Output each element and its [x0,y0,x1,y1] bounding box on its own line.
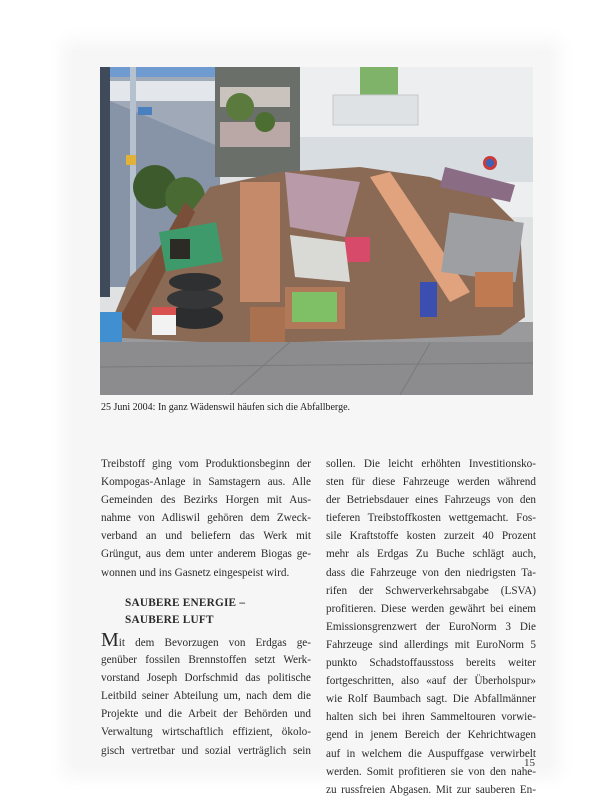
text-line: Leitbild seiner Abteilung um, nach dem die [101,690,311,703]
text-line: gisch vertretbar und sozial verträglich sein [101,744,311,757]
text-line: sten für diese Fahrzeuge werden während [326,476,536,489]
text-line: mehr als Erdgas Zu Buche schlägt auch, [326,548,536,561]
text-line: halten sich bei ihren Sammeltouren vorwie- [326,711,536,724]
heading-line: SAUBERE ENERGIE – [125,597,246,609]
text-line: Grüngut, aus dem unter anderem Biogas ge- [101,548,311,561]
text-line: Gemeinden des Bezirks Horgen mit Aus- [101,494,311,507]
text-line: zu russfreien Abgasen. Mit zur sauberen En- [326,783,536,796]
text-line: rifen der Schwerverkehrsabgabe (LSVA) [326,584,536,597]
text-line: sollen. Die leicht erhöhten Investitionsko- [326,458,536,470]
text-line: Emissionsgrenzwert der EuroNorm 3 Die [326,620,536,633]
text-line: profitieren. Diese werden gewährt bei einem [326,602,536,615]
page-number: 15 [524,757,535,769]
text-line: vorstand Joseph Dorfschmid das politische [101,672,311,685]
text-line: gend in jenem Bereich der Kehrichtwagen [326,729,536,742]
section-heading [125,595,315,629]
drop-cap: M [101,629,119,651]
text-line: der Betriebsdauer eines Fahrzeugs von den [326,494,536,507]
left-column-paragraph-2 [101,629,311,760]
text-line: verband an und beliefern das Werk mit [101,530,311,543]
text-line: dass die Fahrzeuge von den niedrigsten Ta- [326,566,536,579]
text-line: auf in welchem die Auspuffgase verwirbelt [326,747,536,760]
text-line: fortgeschritten, also «auf der Überholspur» [326,675,536,688]
left-column-paragraph-1 [101,455,311,582]
text-line: Fahrzeuge sind allerdings mit EuroNorm 5 [326,638,536,651]
text-line: Projekte und die Arbeit der Behörden und [101,708,311,721]
text-line: sile Kraftstoffe kosten zurzeit 40 Prozent [326,530,536,543]
text-line: wonnen und ins Gasnetz eingespeist wird. [101,566,290,579]
text-line: genüber fossilen Brennstoffen setzt Werk- [101,654,311,667]
heading-line: SAUBERE LUFT [125,614,214,626]
text-line: Treibstoff ging vom Produktionsbeginn der [101,458,311,470]
text-line: tieferen Treibstoffkosten wettgemacht. Fos- [326,512,536,525]
text-line: Verwaltung wirtschaftlich effizient, ökolo- [101,726,311,739]
text-line: Kompogas-Anlage in Samstagern aus. Alle [101,476,311,489]
photo-waste-pile [100,67,533,395]
photo-illustration [100,67,533,395]
text-line: punkto Schadstoffausstoss bereits weiter [326,657,536,670]
text-line: it dem Bevorzugen von Erdgas ge- [118,637,311,649]
text-line-with-dropcap [101,629,311,651]
text-line: wie Rolf Baumbach sagt. Die Abfallmänner [326,693,536,706]
text-line: werden. Somit profitieren sie von den nahe- [326,765,536,778]
text-line: nahme von Adliswil gehören dem Zweck- [101,512,311,525]
photo-caption: 25 Juni 2004: In ganz Wädenswil häufen sich die Abfallberge. [101,402,351,413]
right-column [326,455,536,799]
